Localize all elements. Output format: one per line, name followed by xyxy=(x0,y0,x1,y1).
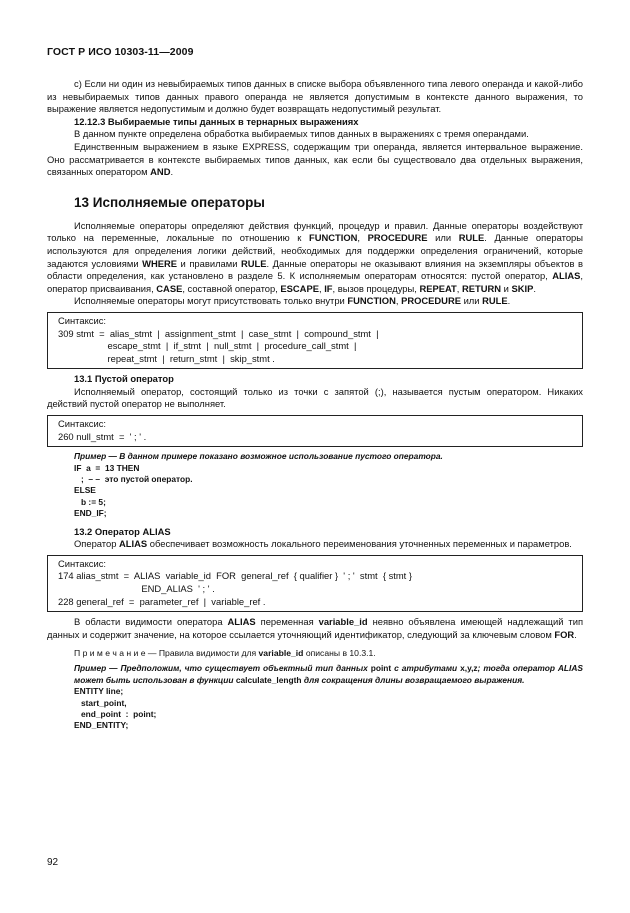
code-line: ; – – это пустой оператор. xyxy=(74,474,193,485)
syntax-box-null-stmt xyxy=(47,415,583,447)
syntax-line: escape_stmt | if_stmt | null_stmt | procedure_call_stmt | xyxy=(58,340,357,352)
code-line: start_point, xyxy=(74,697,127,708)
document-header: ГОСТ Р ИСО 10303-11—2009 xyxy=(47,46,194,58)
code-line: end_point : point; xyxy=(74,709,157,720)
syntax-line: 228 general_ref = parameter_ref | variable_ref . xyxy=(58,595,266,607)
intro-paragraph: с) Если ни один из невыбираемых типов данных в списке выбора объявленного типа левого операнда и какой-либо из невыбираемых типов данных правого операнда не является допустимым в контексте данного выражения, то выражение является недопустимым и должно будет возвращать недопустимый результат. xyxy=(47,78,583,115)
section-13-para-2: Исполняемые операторы могут присутствовать только внутри FUNCTION, PROCEDURE или RULE. xyxy=(74,295,511,307)
code-line: IF a = 13 THEN xyxy=(74,462,140,473)
section-12-12-3-para-1: В данном пункте определена обработка выбираемых типов данных в выражениях с тремя операндами. xyxy=(74,128,529,140)
code-line: ENTITY line; xyxy=(74,686,124,697)
syntax-box-alias-stmt xyxy=(47,555,583,612)
code-line: b := 5; xyxy=(74,496,106,507)
syntax-label: Синтаксис: xyxy=(58,557,107,569)
code-line: ELSE xyxy=(74,485,96,496)
code-line: END_ENTITY; xyxy=(74,720,129,731)
section-12-12-3-para-2: Единственным выражением в языке EXPRESS, содержащим три операнда, является интервальное выражение. Оно рассматривается в контексте выбираемых типов данных, как если бы существовало два отдельных выражения, связанных оператором AND. xyxy=(47,140,583,178)
syntax-line: 260 null_stmt = ' ; ' . xyxy=(58,430,147,442)
syntax-line: 174 alias_stmt = ALIAS variable_id FOR general_ref { qualifier } ' ; ' stmt { stmt } xyxy=(58,570,413,582)
section-12-12-3-title: 12.12.3 Выбираемые типы данных в тернарных выражениях xyxy=(74,115,359,127)
section-13-2-para-2: В области видимости оператора ALIAS переменная variable_id неявно объявлена имеющей надлежащий тип данных и содержит значение, на которое ссылается уточняющий идентификатор, следующий за ключевым словом FOR. xyxy=(47,616,584,640)
syntax-label: Синтаксис: xyxy=(58,418,107,430)
document-body xyxy=(47,78,583,732)
syntax-box-stmt xyxy=(47,312,583,369)
section-13-2-title: 13.2 Оператор ALIAS xyxy=(74,525,171,537)
section-13-1-title: 13.1 Пустой оператор xyxy=(74,373,174,385)
example-2-code xyxy=(47,686,583,732)
syntax-label: Синтаксис: xyxy=(58,314,107,326)
example-null-stmt xyxy=(47,451,583,519)
section-13-para-1: Исполняемые операторы определяют действия функций, процедур и правил. Данные операторы воздействуют только на переменные, локальные по отношению к FUNCTION, PROCEDURE или RULE. Данные операторы используются для определения логики действий, необходимых для поддержки определения ограничений, которые задаются условиями WHERE и правилами RULE. Данные операторы не оказывают влияния на экземпляры объектов в области определения, как установлено в разделе 5. К исполняемым операторам относятся: пустой оператор, ALIAS, оператор присваивания, CASE, составной оператор, ESCAPE, IF, вызов процедуры, REPEAT, RETURN и SKIP. xyxy=(47,219,584,294)
section-13-title: 13 Исполняемые операторы xyxy=(74,194,265,210)
section-13-2-para-1: Оператор ALIAS обеспечивает возможность локального переименования уточненных переменных и параметров. xyxy=(74,538,572,550)
example-title: Пример — В данном примере показано возможное использование пустого оператора. xyxy=(74,451,443,462)
syntax-line: 309 stmt = alias_stmt | assignment_stmt | case_stmt | compound_stmt | xyxy=(58,327,379,339)
syntax-line: repeat_stmt | return_stmt | skip_stmt . xyxy=(58,352,275,364)
example-2-text: Пример — Предположим, что существует объектный тип данных point с атрибутами x,y,z; тогда оператор ALIAS может быть использован в функции calculate_length для сокращения длины возвращаемого выражения. xyxy=(74,663,584,685)
code-line: END_IF; xyxy=(74,508,107,519)
page-number: 92 xyxy=(47,857,59,868)
syntax-line: END_ALIAS ' ; ' . xyxy=(58,583,215,595)
note-paragraph: П р и м е ч а н и е — Правила видимости для variable_id описаны в 10.3.1. xyxy=(74,648,376,659)
section-13-1-para-1: Исполняемый оператор, состоящий только из точки с запятой (;), называется пустым оператором. Никаких действий пустой оператор не выполняет. xyxy=(47,385,583,410)
